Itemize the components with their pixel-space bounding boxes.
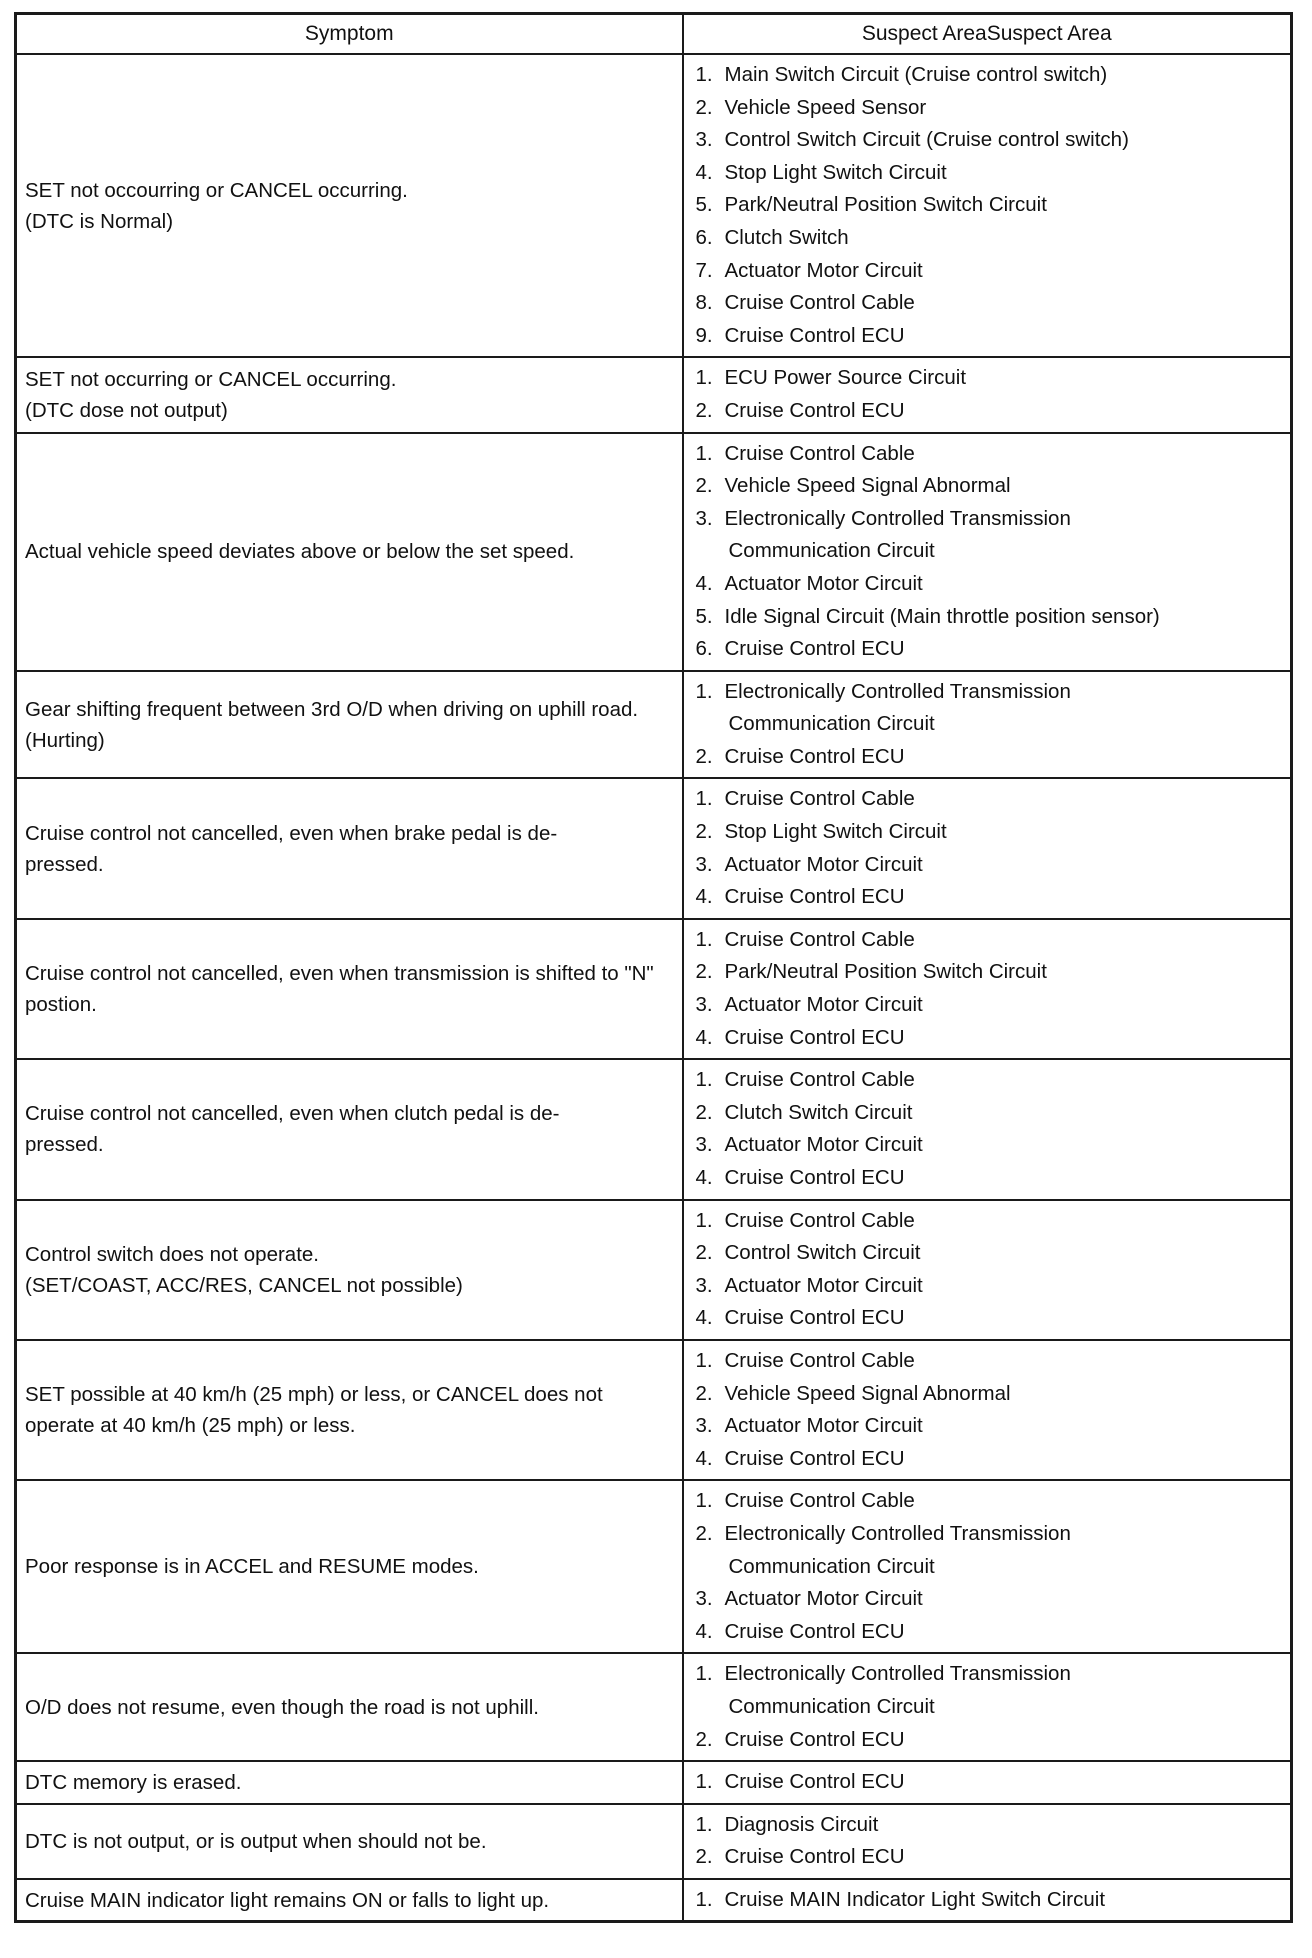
- suspect-area-item: 4. Cruise Control ECU: [696, 1616, 1283, 1649]
- suspect-area-cell: [683, 1804, 1292, 1879]
- table-row: [16, 1804, 1292, 1879]
- table-row: [16, 1761, 1292, 1804]
- item-number: 6.: [695, 637, 713, 661]
- suspect-area-item: 2. Cruise Control ECU: [696, 1724, 1283, 1757]
- symptom-header: Symptom: [16, 14, 683, 55]
- suspect-area-list: [696, 1345, 1283, 1475]
- symptom-cell: Poor response is in ACCEL and RESUME modes.: [16, 1480, 683, 1653]
- table-row: [16, 357, 1292, 432]
- suspect-area-item: 1. Cruise Control ECU: [696, 1766, 1283, 1799]
- suspect-area-item: 3. Actuator Motor Circuit: [696, 849, 1283, 882]
- symptom-cell: Cruise MAIN indicator light remains ON or falls to light up.: [16, 1879, 683, 1922]
- item-number: 1.: [695, 1887, 713, 1911]
- suspect-area-list: [696, 1064, 1283, 1194]
- table-row: [16, 778, 1292, 918]
- header-row: [16, 14, 1292, 55]
- suspect-area-list: [696, 362, 1283, 427]
- suspect-area-item: 2. Cruise Control ECU: [696, 1841, 1283, 1874]
- symptom-cell: Cruise control not cancelled, even when brake pedal is de- pressed.: [16, 778, 683, 918]
- suspect-area-item: 4. Cruise Control ECU: [696, 1022, 1283, 1055]
- suspect-area-cell: [683, 919, 1292, 1059]
- suspect-area-list: [696, 924, 1283, 1054]
- suspect-area-list: [696, 1766, 1283, 1799]
- suspect-area-item: 3. Actuator Motor Circuit: [696, 1583, 1283, 1616]
- suspect-area-list: [696, 676, 1283, 774]
- item-number: 4.: [695, 1446, 713, 1470]
- suspect-area-item: 2. Stop Light Switch Circuit: [696, 816, 1283, 849]
- item-number: 3.: [695, 852, 713, 876]
- item-number: 3.: [695, 1414, 713, 1438]
- suspect-area-item: 8. Cruise Control Cable: [696, 287, 1283, 320]
- suspect-area-item: 4. Cruise Control ECU: [696, 1443, 1283, 1476]
- symptom-cell: SET not occurring or CANCEL occurring. (DTC dose not output): [16, 357, 683, 432]
- item-number: 2.: [695, 1727, 713, 1751]
- suspect-area-cell: [683, 1340, 1292, 1480]
- suspect-area-item: 1. Cruise Control Cable: [696, 1205, 1283, 1238]
- item-number: 1.: [695, 441, 713, 465]
- item-number: 4.: [695, 1166, 713, 1189]
- suspect-area-cell: [683, 1200, 1292, 1340]
- item-number: 4.: [695, 1306, 713, 1330]
- suspect-area-cell: [683, 671, 1292, 779]
- table-row: [16, 1200, 1292, 1340]
- suspect-area-item: 3. Control Switch Circuit (Cruise control switch): [696, 124, 1283, 157]
- item-number: 6.: [695, 225, 713, 249]
- symptom-cell: Control switch does not operate. (SET/COAST, ACC/RES, CANCEL not possible): [16, 1200, 683, 1340]
- item-number: 2.: [695, 474, 713, 498]
- suspect-area-list: [696, 783, 1283, 913]
- suspect-area-item: 1. Diagnosis Circuit: [696, 1809, 1283, 1842]
- item-number: 4.: [695, 1025, 713, 1049]
- item-number: 1.: [695, 679, 713, 703]
- item-number: 4.: [695, 1619, 713, 1643]
- item-number: 1.: [695, 1348, 713, 1372]
- suspect-area-item: 1. Cruise Control Cable: [696, 438, 1283, 471]
- suspect-area-list: [696, 1658, 1283, 1756]
- item-number: 2.: [695, 95, 713, 119]
- suspect-area-list: [696, 1884, 1283, 1917]
- suspect-area-item: 4. Cruise Control ECU: [696, 1302, 1283, 1335]
- suspect-area-cell: [683, 433, 1292, 671]
- table-row: [16, 1480, 1292, 1653]
- table-body: [16, 54, 1292, 1922]
- table-row: [16, 1340, 1292, 1480]
- suspect-area-list: [696, 59, 1283, 352]
- symptom-cell: Cruise control not cancelled, even when transmission is shifted to "N" postion.: [16, 919, 683, 1059]
- suspect-area-item: 2. Cruise Control ECU: [696, 741, 1283, 774]
- suspect-area-cell: [683, 54, 1292, 357]
- suspect-area-list: [696, 1809, 1283, 1874]
- suspect-area-item: 1. Cruise Control Cable: [696, 1345, 1283, 1378]
- table-row: [16, 1059, 1292, 1199]
- suspect-area-item: 3. Actuator Motor Circuit: [696, 1129, 1283, 1162]
- suspect-area-item: 4. Cruise Control ECU: [696, 881, 1283, 914]
- table-row: [16, 1653, 1292, 1761]
- suspect-area-item: 1. Cruise Control Cable: [696, 1485, 1283, 1518]
- item-number: 2.: [695, 1521, 713, 1545]
- suspect-area-item: 9. Cruise Control ECU: [696, 320, 1283, 353]
- item-number: 2.: [695, 1845, 713, 1869]
- item-number: 1.: [695, 1662, 713, 1686]
- item-number: 3.: [695, 1587, 713, 1611]
- suspect-area-cell: [683, 1480, 1292, 1653]
- suspect-area-item: 1. Cruise Control Cable: [696, 783, 1283, 816]
- symptom-cell: Gear shifting frequent between 3rd O/D when driving on uphill road. (Hurting): [16, 671, 683, 779]
- item-number: 9.: [695, 323, 713, 347]
- item-number: 1.: [695, 927, 713, 951]
- symptom-cell: SET possible at 40 km/h (25 mph) or less, or CANCEL does not operate at 40 km/h (25 mph) or less.: [16, 1340, 683, 1480]
- item-number: 8.: [695, 291, 713, 315]
- symptom-cell: SET not occourring or CANCEL occurring. (DTC is Normal): [16, 54, 683, 357]
- item-number: 7.: [695, 258, 713, 282]
- item-number: 1.: [695, 1489, 713, 1513]
- item-number: 1.: [695, 63, 713, 86]
- suspect-area-item: 5. Idle Signal Circuit (Main throttle position sensor): [696, 601, 1283, 634]
- item-number: 2.: [695, 398, 713, 422]
- document-page: [14, 12, 1290, 1923]
- table-row: [16, 919, 1292, 1059]
- item-number: 2.: [695, 744, 713, 768]
- suspect-area-cell: [683, 1761, 1292, 1804]
- troubleshooting-table: [14, 12, 1293, 1923]
- suspect-area-item: 2. Electronically Controlled Transmission Communication Circuit: [696, 1518, 1283, 1583]
- suspect-area-item: 5. Park/Neutral Position Switch Circuit: [696, 189, 1283, 222]
- suspect-area-cell: [683, 1879, 1292, 1922]
- symptom-cell: O/D does not resume, even though the road is not uphill.: [16, 1653, 683, 1761]
- suspect-area-cell: [683, 778, 1292, 918]
- suspect-area-item: 2. Clutch Switch Circuit: [696, 1097, 1283, 1130]
- suspect-area-list: [696, 1205, 1283, 1335]
- suspect-area-item: 2. Park/Neutral Position Switch Circuit: [696, 956, 1283, 989]
- suspect-area-item: 1. Cruise Control Cable: [696, 1064, 1283, 1097]
- item-number: 1.: [695, 1068, 713, 1092]
- table-row: [16, 433, 1292, 671]
- suspect-area-item: 3. Actuator Motor Circuit: [696, 989, 1283, 1022]
- suspect-area-item: 7. Actuator Motor Circuit: [696, 255, 1283, 288]
- suspect-area-item: 1. Cruise MAIN Indicator Light Switch Circuit: [696, 1884, 1283, 1917]
- item-number: 4.: [695, 885, 713, 909]
- suspect-area-item: 6. Cruise Control ECU: [696, 633, 1283, 666]
- item-number: 3.: [695, 1273, 713, 1297]
- symptom-cell: Actual vehicle speed deviates above or below the set speed.: [16, 433, 683, 671]
- item-number: 3.: [695, 506, 713, 530]
- item-number: 2.: [695, 960, 713, 984]
- item-number: 1.: [695, 1208, 713, 1232]
- item-number: 4.: [695, 571, 713, 595]
- suspect-area-item: 4. Actuator Motor Circuit: [696, 568, 1283, 601]
- suspect-area-cell: [683, 357, 1292, 432]
- item-number: 5.: [695, 604, 713, 628]
- item-number: 3.: [695, 128, 713, 152]
- item-number: 2.: [695, 1381, 713, 1405]
- suspect-area-list: [696, 1485, 1283, 1648]
- suspect-area-item: 1. Electronically Controlled Transmission Communication Circuit: [696, 676, 1283, 741]
- item-number: 5.: [695, 193, 713, 217]
- symptom-cell: DTC is not output, or is output when should not be.: [16, 1804, 683, 1879]
- suspect-area-item: 2. Cruise Control ECU: [696, 395, 1283, 428]
- item-number: 2.: [695, 1241, 713, 1265]
- suspect-area-list: [696, 438, 1283, 666]
- item-number: 3.: [695, 1133, 713, 1157]
- suspect-area-item: 2. Vehicle Speed Sensor: [696, 92, 1283, 125]
- suspect-area-item: 3. Actuator Motor Circuit: [696, 1270, 1283, 1303]
- suspect-area-cell: [683, 1653, 1292, 1761]
- item-number: 1.: [695, 1812, 713, 1836]
- symptom-cell: Cruise control not cancelled, even when clutch pedal is de- pressed.: [16, 1059, 683, 1199]
- item-number: 1.: [695, 787, 713, 811]
- suspect-area-item: 1. ECU Power Source Circuit: [696, 362, 1283, 395]
- suspect-area-cell: [683, 1059, 1292, 1199]
- item-number: 1.: [695, 1770, 713, 1794]
- suspect-area-item: 6. Clutch Switch: [696, 222, 1283, 255]
- symptom-cell: DTC memory is erased.: [16, 1761, 683, 1804]
- table-row: [16, 671, 1292, 779]
- suspect-area-item: 1. Electronically Controlled Transmission Communication Circuit: [696, 1658, 1283, 1723]
- suspect-area-item: 4. Stop Light Switch Circuit: [696, 157, 1283, 190]
- suspect-area-item: 3. Actuator Motor Circuit: [696, 1410, 1283, 1443]
- item-number: 2.: [695, 820, 713, 844]
- item-number: 2.: [695, 1100, 713, 1124]
- suspect-area-item: 4. Cruise Control ECU: [696, 1162, 1283, 1195]
- suspect-area-header: Suspect AreaSuspect Area: [683, 14, 1292, 55]
- item-number: 3.: [695, 993, 713, 1017]
- suspect-area-item: 2. Control Switch Circuit: [696, 1237, 1283, 1270]
- suspect-area-item: 3. Electronically Controlled Transmission Communication Circuit: [696, 503, 1283, 568]
- item-number: 1.: [695, 366, 713, 390]
- suspect-area-item: 1. Cruise Control Cable: [696, 924, 1283, 957]
- suspect-area-item: 1. Main Switch Circuit (Cruise control switch): [696, 59, 1283, 92]
- table-row: [16, 54, 1292, 357]
- item-number: 4.: [695, 160, 713, 184]
- suspect-area-item: 2. Vehicle Speed Signal Abnormal: [696, 470, 1283, 503]
- table-row: [16, 1879, 1292, 1922]
- suspect-area-item: 2. Vehicle Speed Signal Abnormal: [696, 1378, 1283, 1411]
